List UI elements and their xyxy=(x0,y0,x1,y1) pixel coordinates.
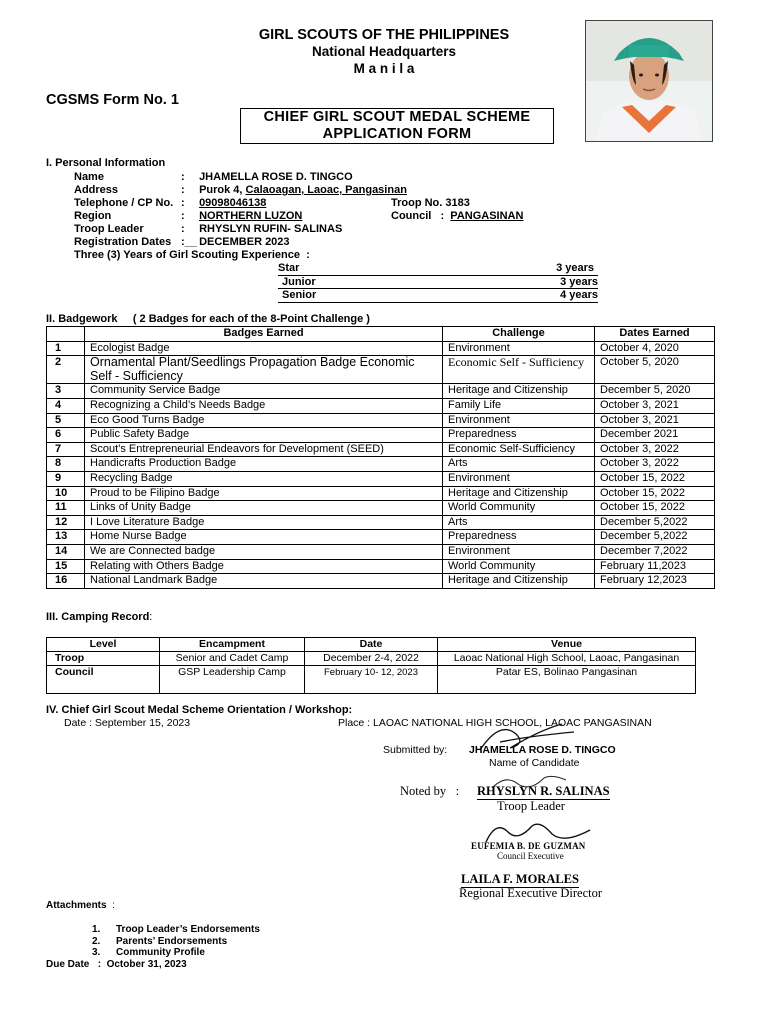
table-row xyxy=(47,471,715,486)
phone-label: Telephone / CP No. xyxy=(74,197,174,209)
badge-date: October 3, 2022 xyxy=(595,442,715,457)
level-name: Senior xyxy=(282,289,317,301)
badge-date: October 3, 2021 xyxy=(595,413,715,428)
col-venue: Venue xyxy=(438,638,696,652)
badge-name: I Love Literature Badge xyxy=(85,515,443,530)
badge-name: Relating with Others Badge xyxy=(85,559,443,574)
form-number: CGSMS Form No. 1 xyxy=(46,92,179,108)
table-header-row xyxy=(47,638,696,652)
badge-challenge: Economic Self-Sufficiency xyxy=(443,442,595,457)
table-row xyxy=(47,398,715,413)
badge-number: 10 xyxy=(47,486,85,501)
badge-name: Eco Good Turns Badge xyxy=(85,413,443,428)
badge-name: Links of Unity Badge xyxy=(85,501,443,516)
city-name: M a n i l a xyxy=(353,61,415,76)
orientation-date: Date : September 15, 2023 xyxy=(64,717,191,729)
table-row xyxy=(47,457,715,472)
badge-name: Recycling Badge xyxy=(85,471,443,486)
council-row: Council : PANGASINAN xyxy=(391,210,524,222)
address-row: Address : Purok 4, Calaoagan, Laoac, Pangasinan xyxy=(74,184,407,196)
attachments-list xyxy=(92,924,260,959)
level-name: Junior xyxy=(282,275,316,288)
table-row xyxy=(47,442,715,457)
table-row xyxy=(47,666,696,694)
badge-date: December 5,2022 xyxy=(595,515,715,530)
badge-challenge: Arts xyxy=(443,515,595,530)
badge-challenge: Economic Self - Sufficiency xyxy=(443,356,595,384)
table-row xyxy=(47,428,715,443)
camping-table xyxy=(46,637,696,694)
badge-number: 14 xyxy=(47,544,85,559)
badge-number: 1 xyxy=(47,341,85,356)
registration-value: DECEMBER 2023 xyxy=(199,236,290,248)
badge-date: December 5,2022 xyxy=(595,530,715,545)
col-no xyxy=(47,327,85,342)
table-header-row xyxy=(47,327,715,342)
troop-number: Troop No. 3183 xyxy=(391,197,470,209)
badge-number: 12 xyxy=(47,515,85,530)
level-years: 3 years xyxy=(560,275,598,288)
noted-label-row: Noted by : xyxy=(400,784,460,798)
camping-heading-row: III. Camping Record: xyxy=(46,611,153,623)
submitted-label: Submitted by: xyxy=(383,744,448,756)
badge-date: December 2021 xyxy=(595,428,715,443)
badge-date: October 15, 2022 xyxy=(595,486,715,501)
badge-number: 8 xyxy=(47,457,85,472)
level-years: 3 years xyxy=(556,262,594,274)
registration-label: Registration Dates xyxy=(74,236,172,248)
badge-name: Recognizing a Child’s Needs Badge xyxy=(85,398,443,413)
badge-challenge: World Community xyxy=(443,501,595,516)
badge-date: October 3, 2022 xyxy=(595,457,715,472)
registration-row: Registration Dates :__ DECEMBER 2023 xyxy=(74,236,290,248)
experience-levels xyxy=(278,262,598,303)
level-name: Star xyxy=(278,262,300,274)
badge-name: Proud to be Filipino Badge xyxy=(85,486,443,501)
attachments-label: Attachments xyxy=(46,900,107,911)
badge-number: 6 xyxy=(47,428,85,443)
address-prefix: Purok 4, xyxy=(199,184,246,196)
badgework-note: ( 2 Badges for each of the 8-Point Challenge ) xyxy=(132,313,370,325)
phone-row: Telephone / CP No. : 09098046138 xyxy=(74,197,267,209)
badge-date: October 4, 2020 xyxy=(595,341,715,356)
attachment-text: Troop Leader’s Endorsements xyxy=(116,924,260,935)
badge-date: February 11,2023 xyxy=(595,559,715,574)
list-item: 2. Parents’ Endorsements xyxy=(92,935,228,947)
name-row: Name : JHAMELLA ROSE D. TINGCO xyxy=(74,171,353,183)
director-name: LAILA F. MORALES xyxy=(461,872,579,886)
table-row xyxy=(47,515,715,530)
leader-row: Troop Leader : RHYSLYN RUFIN- SALINAS xyxy=(74,223,343,235)
attachment-text: Community Profile xyxy=(116,947,205,958)
table-row xyxy=(47,384,715,399)
table-row xyxy=(47,341,715,356)
leader-name: RHYSLYN R. SALINAS xyxy=(477,784,610,798)
table-row xyxy=(47,486,715,501)
org-name: GIRL SCOUTS OF THE PHILIPPINES xyxy=(258,27,510,43)
leader-role: Troop Leader xyxy=(497,799,565,813)
badge-challenge: Preparedness xyxy=(443,428,595,443)
list-item: 3. Community Profile xyxy=(92,947,205,958)
council-value: PANGASINAN xyxy=(450,210,524,222)
address-label: Address xyxy=(74,184,119,196)
table-row xyxy=(47,501,715,516)
camp-venue: Laoac National High School, Laoac, Pangasinan xyxy=(438,652,696,666)
list-item: 1. Troop Leader’s Endorsements xyxy=(92,924,260,935)
table-row xyxy=(47,413,715,428)
council-label: Council xyxy=(391,210,432,222)
badge-number: 5 xyxy=(47,413,85,428)
exec-role: Council Executive xyxy=(497,851,564,861)
table-row xyxy=(47,356,715,384)
badge-number: 15 xyxy=(47,559,85,574)
orientation-heading: IV. Chief Girl Scout Medal Scheme Orientation / Workshop: xyxy=(46,704,353,716)
attachment-text: Parents’ Endorsements xyxy=(116,935,228,947)
camp-level: Troop xyxy=(47,652,160,666)
noted-label: Noted by xyxy=(400,784,447,798)
badge-challenge: Preparedness xyxy=(443,530,595,545)
camping-heading: III. Camping Record xyxy=(46,611,150,623)
badge-challenge: Environment xyxy=(443,341,595,356)
badge-challenge: Arts xyxy=(443,457,595,472)
badges-table xyxy=(46,326,715,589)
level-years: 4 years xyxy=(560,289,598,301)
exec-name: EUFEMIA B. DE GUZMAN xyxy=(471,841,586,851)
due-date-row: Due Date : October 31, 2023 xyxy=(46,959,187,970)
table-row xyxy=(47,559,715,574)
badge-challenge: Environment xyxy=(443,413,595,428)
hq-name: National Headquarters xyxy=(311,44,457,59)
badge-name: Public Safety Badge xyxy=(85,428,443,443)
camp-encampment: GSP Leadership Camp xyxy=(160,666,305,694)
name-label: Name xyxy=(74,171,104,183)
badge-name: We are Connected badge xyxy=(85,544,443,559)
table-row xyxy=(47,544,715,559)
col-level: Level xyxy=(47,638,160,652)
col-encampment: Encampment xyxy=(160,638,305,652)
experience-label: Three (3) Years of Girl Scouting Experience xyxy=(74,249,300,261)
candidate-role: Name of Candidate xyxy=(489,757,580,769)
badge-name: Handicrafts Production Badge xyxy=(85,457,443,472)
badge-name: Home Nurse Badge xyxy=(85,530,443,545)
badgework-heading-row xyxy=(46,313,370,325)
due-value: October 31, 2023 xyxy=(106,959,187,970)
badge-challenge: Heritage and Citizenship xyxy=(443,486,595,501)
name-value: JHAMELLA ROSE D. TINGCO xyxy=(199,171,353,183)
col-challenge: Challenge xyxy=(443,327,595,342)
applicant-photo xyxy=(585,20,713,142)
col-badge: Badges Earned xyxy=(85,327,443,342)
address-value: Calaoagan, Laoac, Pangasinan xyxy=(245,184,407,196)
badge-challenge: Heritage and Citizenship xyxy=(443,574,595,589)
badge-date: October 15, 2022 xyxy=(595,501,715,516)
badge-date: October 3, 2021 xyxy=(595,398,715,413)
camp-encampment: Senior and Cadet Camp xyxy=(160,652,305,666)
camp-date: February 10- 12, 2023 xyxy=(305,666,438,694)
form-title-line2: APPLICATION FORM xyxy=(322,126,472,142)
region-row: Region : NORTHERN LUZON xyxy=(74,210,303,222)
badge-challenge: Family Life xyxy=(443,398,595,413)
badge-date: October 5, 2020 xyxy=(595,356,715,384)
badge-name: National Landmark Badge xyxy=(85,574,443,589)
level-row xyxy=(278,262,598,276)
badge-date: October 15, 2022 xyxy=(595,471,715,486)
badge-challenge: Environment xyxy=(443,544,595,559)
badge-date: December 7,2022 xyxy=(595,544,715,559)
badge-name: Ornamental Plant/Seedlings Propagation Badge Economic Self - Sufficiency xyxy=(85,356,443,384)
candidate-name: JHAMELLA ROSE D. TINGCO xyxy=(469,744,616,756)
badge-name: Community Service Badge xyxy=(85,384,443,399)
attachments-label-row: Attachments : xyxy=(46,900,115,911)
badge-date: February 12,2023 xyxy=(595,574,715,589)
badge-number: 4 xyxy=(47,398,85,413)
phone-value: 09098046138 xyxy=(199,197,267,209)
col-date: Date xyxy=(305,638,438,652)
badge-number: 16 xyxy=(47,574,85,589)
camp-date: December 2-4, 2022 xyxy=(305,652,438,666)
badgework-heading: II. Badgework xyxy=(46,313,118,325)
due-label: Due Date xyxy=(46,959,90,970)
table-row xyxy=(47,574,715,589)
director-role: Regional Executive Director xyxy=(459,886,602,900)
badge-number: 3 xyxy=(47,384,85,399)
badge-challenge: World Community xyxy=(443,559,595,574)
form-title-box xyxy=(240,108,554,144)
experience-row: Three (3) Years of Girl Scouting Experience : xyxy=(74,249,310,261)
form-title-line1: CHIEF GIRL SCOUT MEDAL SCHEME xyxy=(263,109,531,125)
badge-date: December 5, 2020 xyxy=(595,384,715,399)
table-row xyxy=(47,530,715,545)
leader-label: Troop Leader xyxy=(74,223,144,235)
orientation-place: Place : LAOAC NATIONAL HIGH SCHOOL, LAOAC PANGASINAN xyxy=(338,717,652,729)
level-row xyxy=(278,289,598,303)
badge-number: 11 xyxy=(47,501,85,516)
leader-value: RHYSLYN RUFIN- SALINAS xyxy=(199,223,343,235)
camp-level: Council xyxy=(47,666,160,694)
region-value: NORTHERN LUZON xyxy=(199,210,303,222)
badge-challenge: Environment xyxy=(443,471,595,486)
badge-number: 2 xyxy=(47,356,85,384)
badge-name: Scout’s Entrepreneurial Endeavors for Development (SEED) xyxy=(85,442,443,457)
badge-number: 13 xyxy=(47,530,85,545)
level-row xyxy=(278,276,598,290)
personal-heading: I. Personal Information xyxy=(46,157,166,169)
region-label: Region xyxy=(74,210,112,222)
badge-number: 7 xyxy=(47,442,85,457)
badge-number: 9 xyxy=(47,471,85,486)
table-row xyxy=(47,652,696,666)
badge-name: Ecologist Badge xyxy=(85,341,443,356)
col-date: Dates Earned xyxy=(595,327,715,342)
badge-challenge: Heritage and Citizenship xyxy=(443,384,595,399)
camp-venue: Patar ES, Bolinao Pangasinan xyxy=(438,666,696,694)
